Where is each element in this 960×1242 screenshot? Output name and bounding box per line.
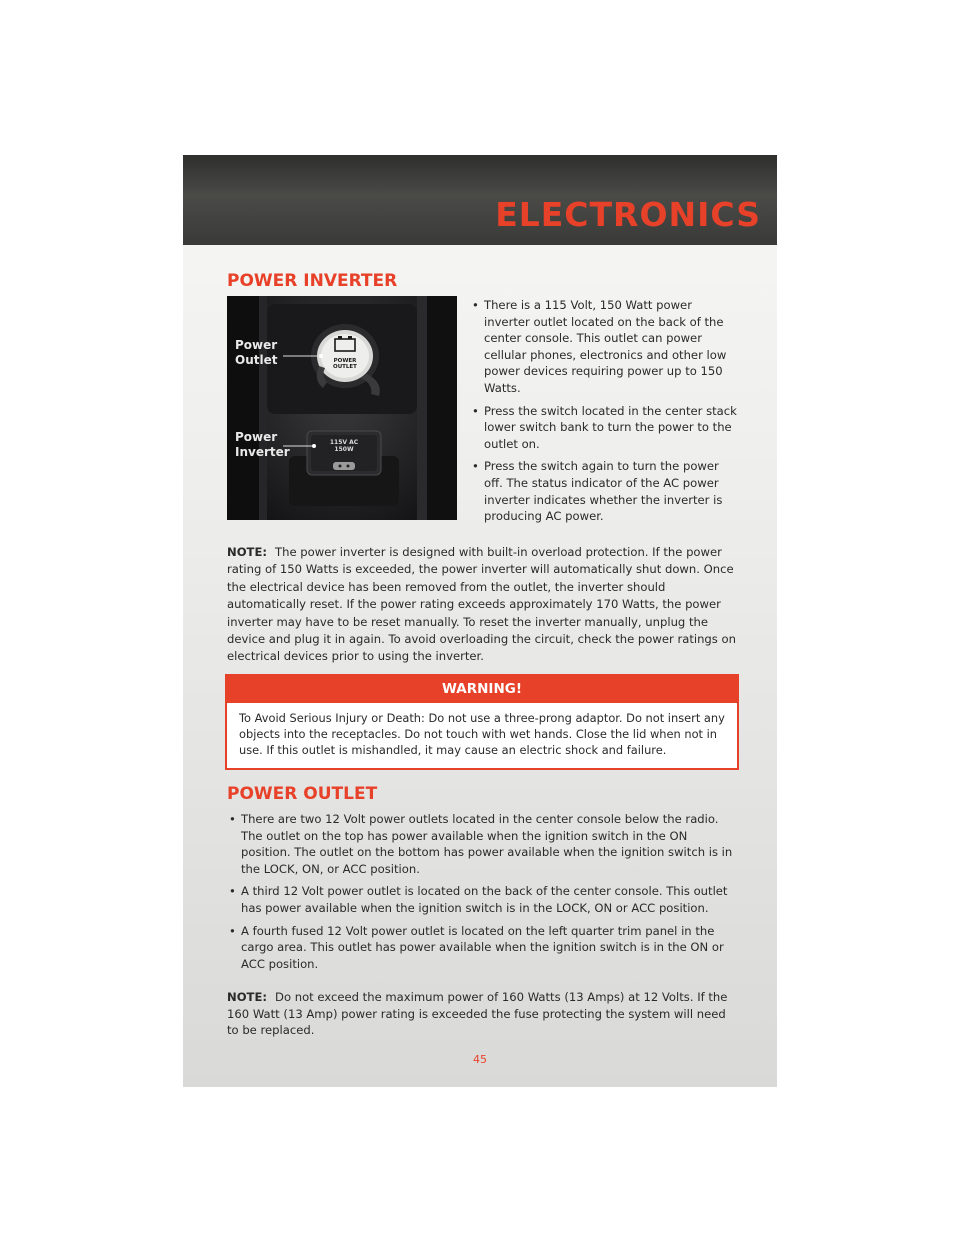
list-item: • A third 12 Volt power outlet is located on the back of the center console. This outlet has power available when the ignition switch is in the LOCK, ON or ACC position. bbox=[227, 883, 739, 916]
outlet-bullet-list bbox=[227, 811, 739, 978]
note-label: NOTE: bbox=[227, 545, 268, 559]
list-item: • Press the switch again to turn the power off. The status indicator of the AC power inverter indicates whether the inverter is producing AC power. bbox=[470, 458, 738, 524]
console-illustration bbox=[227, 296, 457, 520]
manual-page bbox=[183, 155, 777, 1087]
power-outlet-callout: Power Outlet bbox=[235, 338, 278, 367]
section-header bbox=[183, 155, 777, 245]
page-number: 45 bbox=[473, 1053, 487, 1066]
note-text: Do not exceed the maximum power of 160 Watts (13 Amps) at 12 Volts. If the 160 Watt (13 Amp) power rating is exceeded the fuse protecting the system will need to be replaced. bbox=[227, 990, 728, 1038]
power-inverter-heading: POWER INVERTER bbox=[227, 271, 398, 291]
inverter-note bbox=[227, 544, 739, 666]
power-outlet-heading: POWER OUTLET bbox=[227, 784, 378, 804]
console-photo bbox=[227, 296, 457, 520]
note-text: The power inverter is designed with built-in overload protection. If the power rating of 150 Watts is exceeded, the power inverter will automatically shut down. Once the electrical device has been removed from the outlet, the inverter should automatically reset. If the power rating exceeds approximately 170 Watts, the power inverter may have to be reset manually. To reset the inverter manually, unplug the device and plug it in again. To avoid overloading the circuit, check the power ratings on electrical devices prior to using the inverter. bbox=[227, 545, 736, 664]
warning-box bbox=[225, 674, 739, 770]
inverter-plate-label: 115V AC 150W bbox=[329, 439, 359, 453]
note-label: NOTE: bbox=[227, 990, 268, 1004]
warning-text: To Avoid Serious Injury or Death: Do not use a three-prong adaptor. Do not insert any objects into the receptacles. Do not touch with wet hands. Close the lid when not in use. If this outlet is mishandled, it may cause an electric shock and failure. bbox=[239, 711, 725, 757]
warning-title: WARNING! bbox=[227, 676, 737, 703]
list-item: • There are two 12 Volt power outlets located in the center console below the radio. The outlet on the top has power available when the ignition switch in the ON position. The outlet on the bottom has power available when the ignition switch is in the LOCK, ON, or ACC position. bbox=[227, 811, 739, 877]
outlet-cap-label: POWER OUTLET bbox=[333, 358, 357, 370]
list-item: • Press the switch located in the center stack lower switch bank to turn the power to the outlet on. bbox=[470, 403, 738, 453]
outlet-note bbox=[227, 989, 739, 1039]
power-inverter-callout: Power Inverter bbox=[235, 430, 290, 459]
section-title: ELECTRONICS bbox=[495, 195, 761, 234]
inverter-bullet-list bbox=[470, 297, 738, 531]
list-item: • There is a 115 Volt, 150 Watt power inverter outlet located on the back of the center console. This outlet can power cellular phones, electronics and other low power devices requiring power up to 150 Watts. bbox=[470, 297, 738, 397]
list-item: • A fourth fused 12 Volt power outlet is located on the left quarter trim panel in the cargo area. This outlet has power available when the ignition switch is in the ON or ACC position. bbox=[227, 923, 739, 973]
